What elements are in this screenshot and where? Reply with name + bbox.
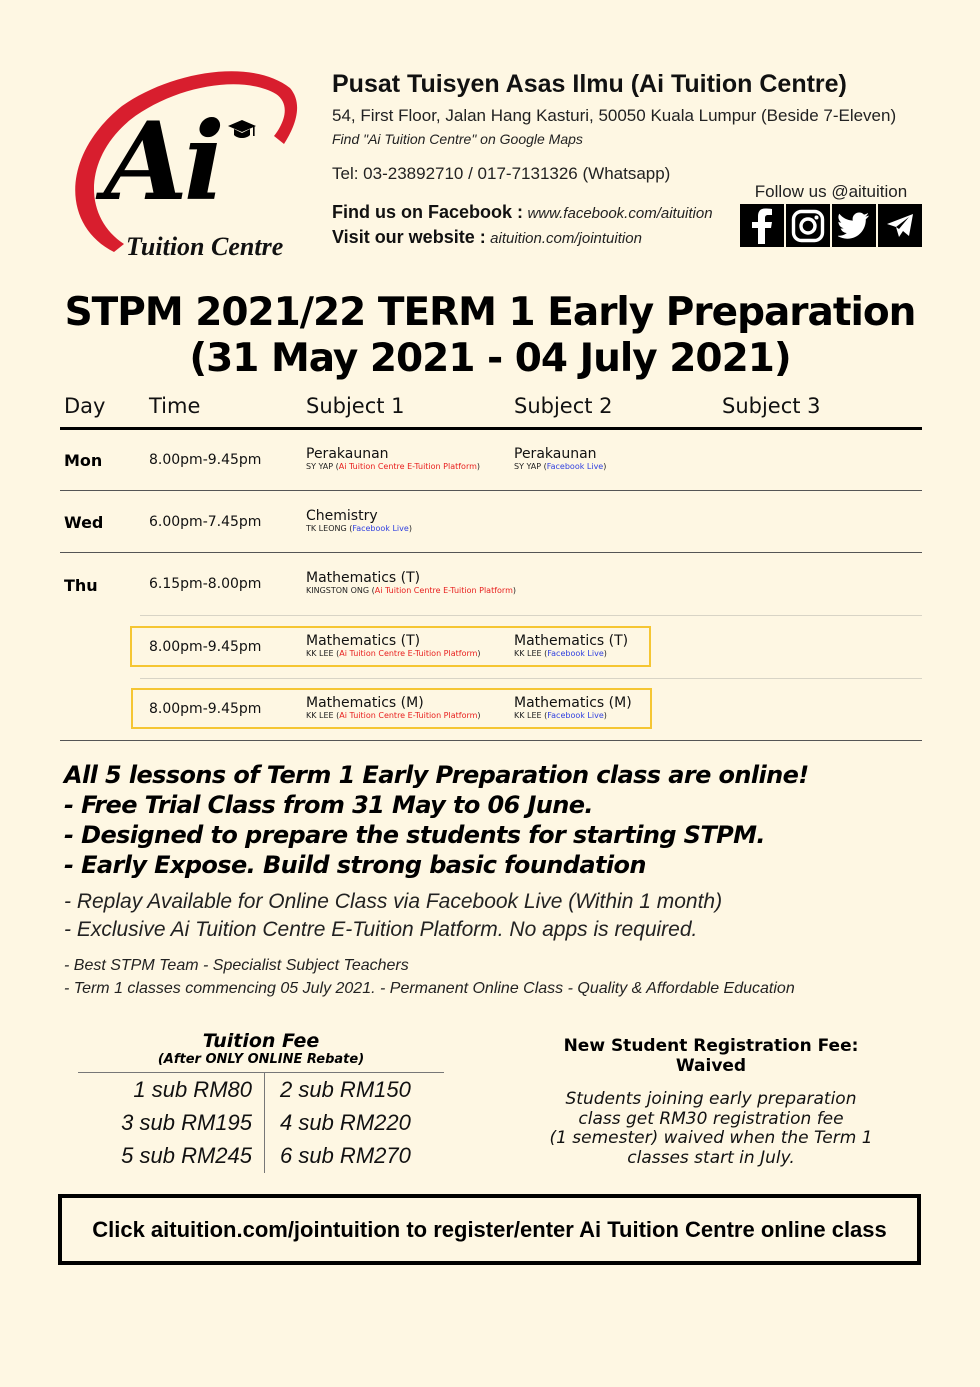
- fee-divider: [264, 1073, 265, 1173]
- page-title: [0, 290, 980, 382]
- subject-meta: KINGSTON ONG (Ai Tuition Centre E-Tuition Platform): [306, 586, 516, 595]
- platform-label: Facebook Live: [352, 524, 409, 533]
- teacher-name: KK LEE: [306, 711, 334, 720]
- promo-features: [64, 888, 722, 944]
- header-subject-2: Subject 2: [514, 394, 613, 418]
- org-address: 54, First Floor, Jalan Hang Kasturi, 50050 Kuala Lumpur (Beside 7-Eleven): [332, 106, 897, 125]
- feature-line: - Replay Available for Online Class via Facebook Live (Within 1 month): [64, 890, 723, 913]
- facebook-label: Find us on Facebook :: [332, 202, 524, 222]
- promo-notes: [64, 954, 795, 1000]
- platform-label: Ai Tuition Centre E-Tuition Platform: [338, 462, 477, 471]
- header-subject-3: Subject 3: [722, 394, 821, 418]
- fee-subtitle: (After ONLY ONLINE Rebate): [157, 1052, 365, 1067]
- day-cell: Wed: [64, 513, 104, 532]
- teacher-name: SY YAP: [514, 462, 542, 471]
- graduation-cap-icon: [228, 120, 256, 142]
- fee-item: 2 sub RM150: [280, 1077, 411, 1102]
- teacher-name: KINGSTON ONG: [306, 586, 370, 595]
- platform-label: Ai Tuition Centre E-Tuition Platform: [339, 649, 478, 658]
- subject-meta: TK LEONG (Facebook Live): [306, 524, 412, 533]
- subject-2-cell: [514, 696, 632, 721]
- logo-mark: Ai: [104, 99, 221, 225]
- follow-label: Follow us @aituition: [754, 182, 908, 201]
- fee-item: 3 sub RM195: [121, 1110, 252, 1135]
- fee-item: 5 sub RM245: [121, 1143, 252, 1168]
- time-cell: 8.00pm-9.45pm: [149, 639, 262, 655]
- twitter-icon[interactable]: [832, 204, 876, 247]
- teacher-name: SY YAP: [306, 462, 334, 471]
- row-divider: [60, 490, 922, 491]
- subject-name: Mathematics (T): [306, 633, 421, 649]
- registration-title: [522, 1036, 900, 1076]
- time-cell: 6.00pm-7.45pm: [149, 514, 262, 530]
- social-follow: [740, 182, 922, 247]
- title-line-1: STPM 2021/22 TERM 1 Early Preparation: [64, 290, 916, 335]
- register-cta-text[interactable]: Click aituition.com/jointuition to register/enter Ai Tuition Centre online class: [92, 1216, 887, 1242]
- teacher-name: KK LEE: [514, 711, 542, 720]
- ai-tuition-logo: [62, 66, 302, 266]
- time-cell: 6.15pm-8.00pm: [149, 576, 262, 592]
- instagram-icon[interactable]: [786, 204, 830, 247]
- facebook-link[interactable]: www.facebook.com/aituition: [527, 205, 713, 222]
- subject-2-cell: [514, 447, 606, 472]
- promo-line: - Free Trial Class from 31 May to 06 June.: [64, 791, 593, 819]
- header-subject-1: Subject 1: [306, 394, 405, 418]
- subject-meta: KK LEE (Facebook Live): [514, 649, 607, 658]
- promo-line: - Early Expose. Build strong basic foundation: [64, 851, 646, 879]
- day-cell: Thu: [64, 576, 98, 595]
- teacher-name: KK LEE: [306, 649, 334, 658]
- platform-label: Facebook Live: [547, 649, 604, 658]
- subject-meta: KK LEE (Facebook Live): [514, 711, 607, 720]
- platform-label: Ai Tuition Centre E-Tuition Platform: [374, 586, 513, 595]
- registration-body-line: (1 semester) waived when the Term 1: [549, 1128, 873, 1148]
- row-divider: [140, 678, 922, 679]
- subject-name: Perakaunan: [306, 446, 389, 462]
- subject-name: Mathematics (T): [514, 633, 629, 649]
- teacher-name: TK LEONG: [306, 524, 347, 533]
- feature-line: - Exclusive Ai Tuition Centre E-Tuition Platform. No apps is required.: [64, 918, 698, 941]
- registration-title-line: New Student Registration Fee:: [563, 1036, 859, 1056]
- org-info: [332, 70, 896, 147]
- telegram-icon[interactable]: [878, 204, 922, 247]
- schedule-bottom-rule: [60, 740, 922, 741]
- social-icons: [740, 204, 922, 247]
- platform-label: Facebook Live: [546, 462, 604, 471]
- logo-subtitle: Tuition Centre: [126, 232, 284, 261]
- subject-1-cell: [306, 447, 480, 472]
- platform-label: Facebook Live: [547, 711, 604, 720]
- registration-body-line: Students joining early preparation: [565, 1089, 857, 1109]
- subject-meta: SY YAP (Ai Tuition Centre E-Tuition Platform): [306, 462, 481, 471]
- subject-meta: KK LEE (Ai Tuition Centre E-Tuition Platform): [306, 649, 481, 658]
- row-divider: [60, 552, 922, 553]
- subject-2-cell: [514, 634, 628, 659]
- promo-highlights: [64, 760, 809, 880]
- org-links: [332, 202, 713, 252]
- facebook-icon[interactable]: [740, 204, 784, 247]
- teacher-name: KK LEE: [514, 649, 542, 658]
- schedule-header: [60, 394, 922, 430]
- subject-name: Mathematics (M): [306, 695, 424, 711]
- website-link[interactable]: aituition.com/jointuition: [490, 230, 642, 247]
- day-cell: Mon: [64, 451, 103, 470]
- subject-name: Perakaunan: [514, 446, 597, 462]
- fee-item: 1 sub RM80: [133, 1077, 252, 1102]
- fee-title: Tuition Fee: [202, 1030, 320, 1052]
- website-label: Visit our website :: [332, 227, 486, 247]
- row-divider: [140, 615, 922, 616]
- platform-label: Ai Tuition Centre E-Tuition Platform: [339, 711, 478, 720]
- org-name: Pusat Tuisyen Asas Ilmu (Ai Tuition Centre): [332, 70, 847, 98]
- promo-line: - Designed to prepare the students for starting STPM.: [64, 821, 765, 849]
- telephone: Tel: 03-23892710 / 017-7131326 (Whatsapp): [332, 164, 671, 183]
- subject-1-cell: [306, 509, 412, 534]
- header-time: Time: [149, 394, 201, 418]
- fee-grid: [78, 1073, 444, 1173]
- title-line-2: (31 May 2021 - 04 July 2021): [189, 336, 791, 381]
- fee-item: 6 sub RM270: [280, 1143, 411, 1168]
- promo-line: All 5 lessons of Term 1 Early Preparation class are online!: [64, 761, 809, 789]
- header-day: Day: [64, 394, 106, 418]
- register-cta-box[interactable]: [58, 1194, 921, 1265]
- subject-name: Mathematics (M): [514, 695, 632, 711]
- tuition-fee-table: [78, 1030, 444, 1173]
- registration-status: Waived: [675, 1056, 747, 1076]
- registration-fee-note: [522, 1036, 900, 1168]
- registration-body: [522, 1090, 900, 1168]
- time-cell: 8.00pm-9.45pm: [149, 452, 262, 468]
- fee-item: 4 sub RM220: [280, 1110, 411, 1135]
- subject-1-cell: [306, 571, 516, 596]
- subject-meta: KK LEE (Ai Tuition Centre E-Tuition Platform): [306, 711, 481, 720]
- time-cell: 8.00pm-9.45pm: [149, 701, 262, 717]
- registration-body-line: class get RM30 registration fee: [578, 1108, 844, 1129]
- note-line: - Best STPM Team - Specialist Subject Teachers: [64, 957, 409, 974]
- subject-1-cell: [306, 696, 481, 721]
- maps-hint: Find "Ai Tuition Centre" on Google Maps: [332, 131, 583, 147]
- registration-body-line: classes start in July.: [627, 1147, 795, 1168]
- subject-name: Mathematics (T): [306, 570, 421, 586]
- note-line: - Term 1 classes commencing 05 July 2021. - Permanent Online Class - Quality & Affordable Education: [64, 980, 795, 997]
- subject-1-cell: [306, 634, 481, 659]
- subject-meta: SY YAP (Facebook Live): [514, 462, 607, 471]
- subject-name: Chemistry: [306, 508, 378, 524]
